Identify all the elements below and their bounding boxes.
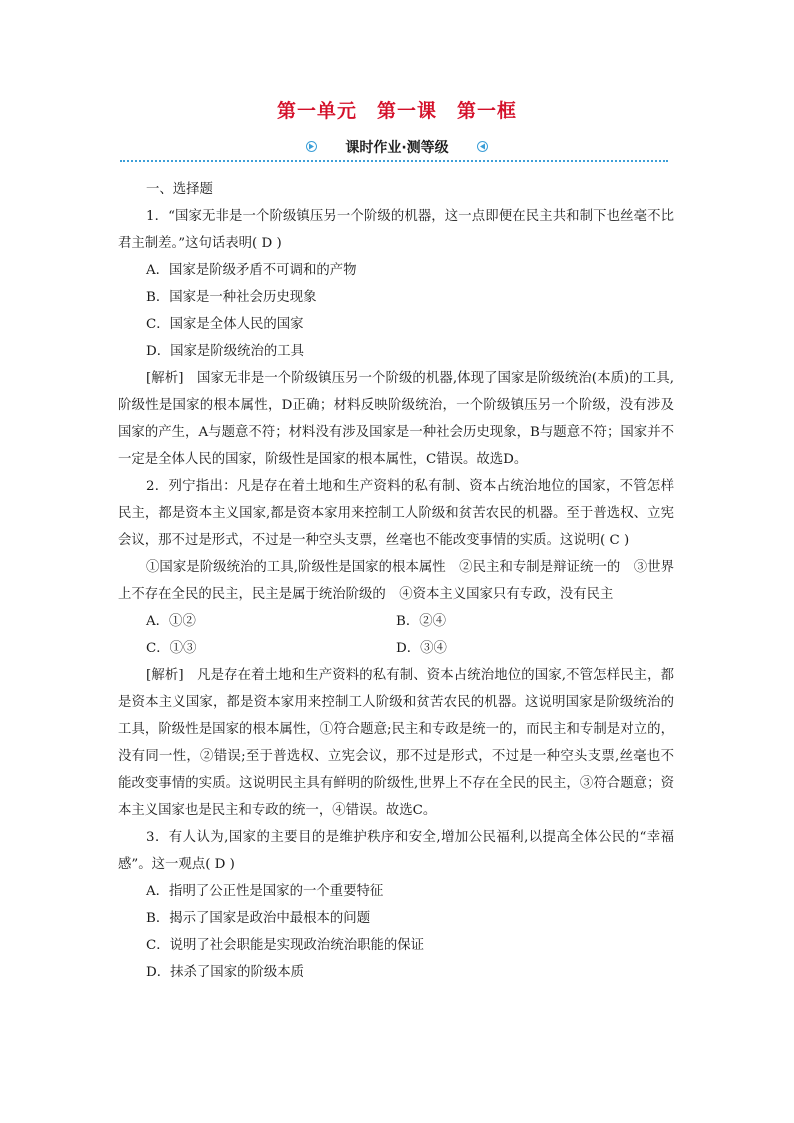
question-2-options-row-2 (118, 635, 674, 662)
question-3-stem: 3．有人认为,国家的主要目的是维护秩序和安全,增加公民福利,以提高全体公民的“幸福感”。这一观点( D ) (118, 830, 674, 872)
question-2-options-row-1 (118, 608, 674, 635)
question-2-option-a: A．①② (146, 614, 196, 629)
question-1-stem: 1．“国家无非是一个阶级镇压另一个阶级的机器，这一点即便在民主共和制下也丝毫不比君主制差。”这句话表明( D ) (118, 209, 674, 251)
section-heading: 一、选择题 (146, 182, 213, 197)
question-2-stem: 2．列宁指出：凡是存在着土地和生产资料的私有制、资本占统治地位的国家，不管怎样民主，都是资本主义国家,都是资本家用来控制工人阶级和贫苦农民的机器。至于普选权、立宪会议，那不过是形式，不过是一种空头支票，丝毫也不能改变事情的实质。这说明( C ) (118, 479, 674, 548)
question-1-option-d: D．国家是阶级统治的工具 (146, 344, 305, 359)
question-1-option-a: A．国家是阶级矛盾不可调和的产物 (146, 263, 357, 278)
question-2-statements: ①国家是阶级统治的工具,阶级性是国家的根本属性 ②民主和专制是辩证统一的 ③世界上不存在全民的民主，民主是属于统治阶级的 ④资本主义国家只有专政，没有民主 (118, 560, 674, 602)
question-2-option-b: B．②④ (396, 614, 447, 629)
play-right-icon (306, 141, 317, 152)
question-3-option-c: C．说明了社会职能是实现政治统治职能的保证 (146, 938, 425, 953)
question-1-option-b: B．国家是一种社会历史现象 (146, 290, 317, 305)
play-left-icon (477, 141, 488, 152)
question-3-option-b: B．揭示了国家是政治中最根本的问题 (146, 911, 371, 926)
banner (0, 138, 794, 160)
question-2-option-d: D．③④ (396, 641, 447, 656)
dotted-divider (120, 160, 668, 162)
content (118, 176, 674, 986)
question-3-option-d: D．抹杀了国家的阶级本质 (146, 965, 305, 980)
question-1-analysis: [解析] 国家无非是一个阶级镇压另一个阶级的机器,体现了国家是阶级统治(本质)的工具,阶级性是国家的根本属性，D正确；材料反映阶级统治，一个阶级镇压另一个阶级，没有涉及国家的产生，A与题意不符；材料没有涉及国家是一种社会历史现象，B与题意不符；国家并不一定是全体人民的国家，阶级性是国家的根本属性，C错误。故选D。 (118, 371, 674, 467)
question-3-option-a: A．指明了公正性是国家的一个重要特征 (146, 884, 384, 899)
question-2-analysis: [解析] 凡是存在着土地和生产资料的私有制、资本占统治地位的国家,不管怎样民主，都是资本主义国家，都是资本家用来控制工人阶级和贫苦农民的机器。这说明国家是阶级统治的工具，阶级性是国家的根本属性，①符合题意;民主和专政是统一的，而民主和专制是对立的，没有同一性，②错误;至于普选权、立宪会议，那不过是形式，不过是一种空头支票,丝毫也不能改变事情的实质。这说明民主具有鲜明的阶级性,世界上不存在全民的民主，③符合题意；资本主义国家也是民主和专政的统一，④错误。故选C。 (118, 668, 674, 818)
question-1-option-c: C．国家是全体人民的国家 (146, 317, 304, 332)
page-title: 第一单元 第一课 第一框 (276, 100, 517, 122)
question-2-option-c: C．①③ (146, 641, 197, 656)
banner-label: 课时作业·测等级 (345, 140, 449, 156)
